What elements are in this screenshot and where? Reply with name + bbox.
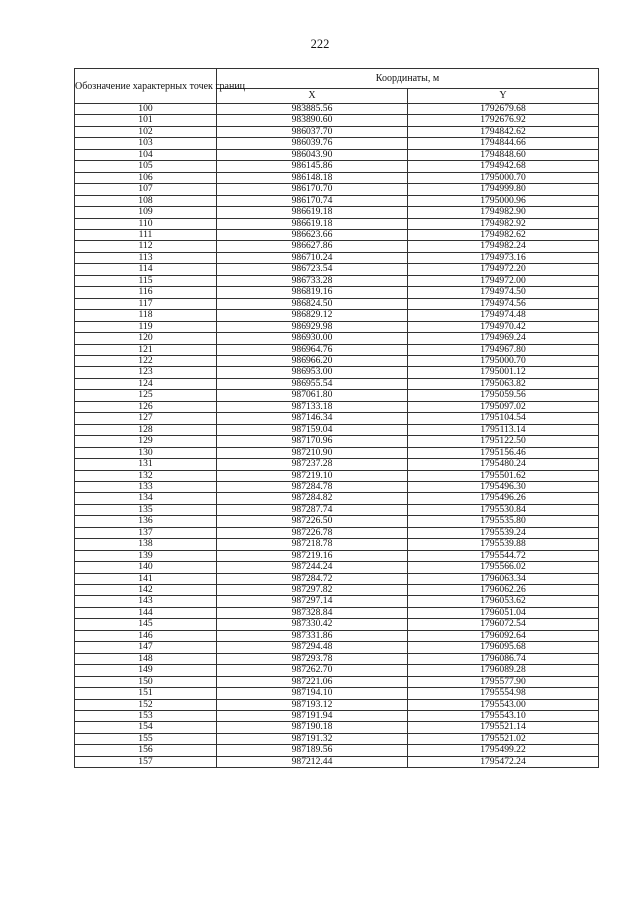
cell-y: 1795156.46	[408, 447, 599, 458]
cell-point-number: 137	[75, 527, 217, 538]
cell-point-number: 124	[75, 378, 217, 389]
cell-x: 986170.74	[217, 195, 408, 206]
cell-y: 1795535.80	[408, 516, 599, 527]
cell-x: 983885.56	[217, 104, 408, 115]
table-row	[75, 287, 599, 298]
table-row	[75, 241, 599, 252]
cell-x: 987284.82	[217, 493, 408, 504]
table-row	[75, 252, 599, 263]
cell-x: 986710.24	[217, 252, 408, 263]
cell-y: 1794967.80	[408, 344, 599, 355]
cell-y: 1795554.98	[408, 688, 599, 699]
cell-x: 987284.72	[217, 573, 408, 584]
cell-y: 1794982.62	[408, 229, 599, 240]
cell-point-number: 113	[75, 252, 217, 263]
cell-x: 986039.76	[217, 138, 408, 149]
cell-point-number: 151	[75, 688, 217, 699]
table-row	[75, 653, 599, 664]
cell-y: 1795104.54	[408, 413, 599, 424]
cell-x: 986043.90	[217, 149, 408, 160]
cell-point-number: 154	[75, 722, 217, 733]
cell-point-number: 143	[75, 596, 217, 607]
cell-x: 986619.18	[217, 207, 408, 218]
table-row	[75, 424, 599, 435]
cell-y: 1795480.24	[408, 459, 599, 470]
page-number: 222	[310, 37, 330, 51]
table-row	[75, 504, 599, 515]
table-row	[75, 562, 599, 573]
table-row	[75, 355, 599, 366]
cell-y: 1796063.34	[408, 573, 599, 584]
cell-y: 1795544.72	[408, 550, 599, 561]
cell-y: 1795499.22	[408, 745, 599, 756]
cell-point-number: 104	[75, 149, 217, 160]
cell-point-number: 108	[75, 195, 217, 206]
cell-x: 987294.48	[217, 642, 408, 653]
table-row	[75, 470, 599, 481]
cell-x: 987193.12	[217, 699, 408, 710]
cell-y: 1796072.54	[408, 619, 599, 630]
cell-y: 1795501.62	[408, 470, 599, 481]
cell-y: 1796053.62	[408, 596, 599, 607]
cell-point-number: 148	[75, 653, 217, 664]
cell-point-number: 153	[75, 711, 217, 722]
cell-x: 987226.50	[217, 516, 408, 527]
cell-y: 1794972.00	[408, 275, 599, 286]
cell-point-number: 114	[75, 264, 217, 275]
cell-y: 1795496.30	[408, 481, 599, 492]
table-row	[75, 321, 599, 332]
cell-x: 986930.00	[217, 333, 408, 344]
cell-y: 1795122.50	[408, 436, 599, 447]
cell-point-number: 101	[75, 115, 217, 126]
table-row	[75, 229, 599, 240]
table-row	[75, 115, 599, 126]
table-row	[75, 642, 599, 653]
cell-point-number: 135	[75, 504, 217, 515]
cell-y: 1794842.62	[408, 126, 599, 137]
cell-x: 987262.70	[217, 665, 408, 676]
cell-point-number: 103	[75, 138, 217, 149]
cell-point-number: 128	[75, 424, 217, 435]
cell-y: 1796092.64	[408, 630, 599, 641]
table-row	[75, 550, 599, 561]
table-row	[75, 401, 599, 412]
cell-point-number: 110	[75, 218, 217, 229]
table-row	[75, 149, 599, 160]
cell-y: 1795539.24	[408, 527, 599, 538]
table-row	[75, 527, 599, 538]
table-row	[75, 447, 599, 458]
cell-x: 986964.76	[217, 344, 408, 355]
cell-point-number: 155	[75, 733, 217, 744]
cell-y: 1795530.84	[408, 504, 599, 515]
cell-point-number: 141	[75, 573, 217, 584]
cell-x: 986829.12	[217, 310, 408, 321]
cell-y: 1795059.56	[408, 390, 599, 401]
table-row	[75, 516, 599, 527]
cell-point-number: 115	[75, 275, 217, 286]
cell-x: 987244.24	[217, 562, 408, 573]
cell-point-number: 100	[75, 104, 217, 115]
cell-point-number: 133	[75, 481, 217, 492]
cell-point-number: 102	[75, 126, 217, 137]
cell-x: 987170.96	[217, 436, 408, 447]
cell-x: 987226.78	[217, 527, 408, 538]
table-row	[75, 481, 599, 492]
table-row	[75, 630, 599, 641]
cell-y: 1795521.14	[408, 722, 599, 733]
cell-point-number: 126	[75, 401, 217, 412]
cell-y: 1796095.68	[408, 642, 599, 653]
cell-x: 987061.80	[217, 390, 408, 401]
table-row	[75, 298, 599, 309]
cell-point-number: 146	[75, 630, 217, 641]
cell-point-number: 134	[75, 493, 217, 504]
table-row	[75, 367, 599, 378]
cell-y: 1794974.56	[408, 298, 599, 309]
cell-x: 986953.00	[217, 367, 408, 378]
header-point-designation: Обозначение характерных точек границ	[75, 69, 217, 104]
cell-point-number: 157	[75, 756, 217, 767]
cell-x: 987297.82	[217, 585, 408, 596]
table-row	[75, 722, 599, 733]
table-row	[75, 275, 599, 286]
header-y: Y	[408, 88, 599, 103]
cell-y: 1796089.28	[408, 665, 599, 676]
cell-point-number: 145	[75, 619, 217, 630]
table-row	[75, 573, 599, 584]
cell-point-number: 132	[75, 470, 217, 481]
cell-y: 1794974.48	[408, 310, 599, 321]
cell-point-number: 112	[75, 241, 217, 252]
table-row	[75, 607, 599, 618]
cell-y: 1794972.20	[408, 264, 599, 275]
table-row	[75, 390, 599, 401]
cell-y: 1795000.96	[408, 195, 599, 206]
cell-x: 987159.04	[217, 424, 408, 435]
cell-point-number: 120	[75, 333, 217, 344]
cell-y: 1795539.88	[408, 539, 599, 550]
table-row	[75, 413, 599, 424]
cell-point-number: 138	[75, 539, 217, 550]
cell-x: 987328.84	[217, 607, 408, 618]
cell-point-number: 121	[75, 344, 217, 355]
table-row	[75, 733, 599, 744]
cell-y: 1795113.14	[408, 424, 599, 435]
cell-point-number: 118	[75, 310, 217, 321]
cell-y: 1795577.90	[408, 676, 599, 687]
cell-x: 986819.16	[217, 287, 408, 298]
cell-x: 986170.70	[217, 184, 408, 195]
cell-x: 987133.18	[217, 401, 408, 412]
cell-x: 986929.98	[217, 321, 408, 332]
cell-point-number: 130	[75, 447, 217, 458]
cell-y: 1792679.68	[408, 104, 599, 115]
cell-point-number: 129	[75, 436, 217, 447]
cell-y: 1794970.42	[408, 321, 599, 332]
cell-x: 987219.10	[217, 470, 408, 481]
cell-x: 987210.90	[217, 447, 408, 458]
cell-point-number: 131	[75, 459, 217, 470]
table-row	[75, 436, 599, 447]
cell-y: 1792676.92	[408, 115, 599, 126]
cell-x: 987284.78	[217, 481, 408, 492]
cell-y: 1796086.74	[408, 653, 599, 664]
cell-y: 1795566.02	[408, 562, 599, 573]
cell-x: 987297.14	[217, 596, 408, 607]
cell-y: 1794942.68	[408, 161, 599, 172]
table-row	[75, 676, 599, 687]
cell-y: 1795000.70	[408, 355, 599, 366]
table-row	[75, 745, 599, 756]
table-row	[75, 378, 599, 389]
cell-point-number: 152	[75, 699, 217, 710]
table-row	[75, 596, 599, 607]
cell-point-number: 136	[75, 516, 217, 527]
cell-x: 986148.18	[217, 172, 408, 183]
cell-x: 983890.60	[217, 115, 408, 126]
cell-y: 1795063.82	[408, 378, 599, 389]
cell-x: 986627.86	[217, 241, 408, 252]
cell-point-number: 142	[75, 585, 217, 596]
cell-point-number: 117	[75, 298, 217, 309]
table-row	[75, 585, 599, 596]
table-row	[75, 711, 599, 722]
cell-x: 987237.28	[217, 459, 408, 470]
cell-y: 1794982.24	[408, 241, 599, 252]
cell-x: 987330.42	[217, 619, 408, 630]
cell-y: 1795496.26	[408, 493, 599, 504]
cell-point-number: 116	[75, 287, 217, 298]
cell-point-number: 147	[75, 642, 217, 653]
cell-point-number: 144	[75, 607, 217, 618]
cell-point-number: 106	[75, 172, 217, 183]
table-row	[75, 184, 599, 195]
cell-point-number: 119	[75, 321, 217, 332]
table-row	[75, 665, 599, 676]
cell-point-number: 105	[75, 161, 217, 172]
cell-x: 987189.56	[217, 745, 408, 756]
cell-x: 986955.54	[217, 378, 408, 389]
table-row	[75, 493, 599, 504]
cell-x: 986723.54	[217, 264, 408, 275]
cell-x: 987219.16	[217, 550, 408, 561]
cell-x: 987146.34	[217, 413, 408, 424]
cell-x: 987212.44	[217, 756, 408, 767]
table-row	[75, 688, 599, 699]
cell-y: 1795000.70	[408, 172, 599, 183]
cell-y: 1795097.02	[408, 401, 599, 412]
table-row	[75, 310, 599, 321]
cell-x: 987191.32	[217, 733, 408, 744]
cell-point-number: 140	[75, 562, 217, 573]
cell-y: 1794973.16	[408, 252, 599, 263]
cell-y: 1796062.26	[408, 585, 599, 596]
cell-x: 986619.18	[217, 218, 408, 229]
cell-point-number: 122	[75, 355, 217, 366]
cell-point-number: 150	[75, 676, 217, 687]
cell-y: 1796051.04	[408, 607, 599, 618]
header-coordinates: Координаты, м	[217, 69, 599, 89]
cell-y: 1795543.10	[408, 711, 599, 722]
cell-y: 1795543.00	[408, 699, 599, 710]
header-x: X	[217, 88, 408, 103]
cell-point-number: 125	[75, 390, 217, 401]
table-row	[75, 195, 599, 206]
cell-y: 1794844.66	[408, 138, 599, 149]
coordinates-table	[74, 68, 599, 768]
table-row	[75, 126, 599, 137]
table-row	[75, 138, 599, 149]
cell-x: 987191.94	[217, 711, 408, 722]
table-row	[75, 161, 599, 172]
cell-y: 1795472.24	[408, 756, 599, 767]
cell-y: 1794982.92	[408, 218, 599, 229]
cell-point-number: 111	[75, 229, 217, 240]
cell-point-number: 139	[75, 550, 217, 561]
cell-y: 1795521.02	[408, 733, 599, 744]
cell-x: 987293.78	[217, 653, 408, 664]
cell-y: 1794982.90	[408, 207, 599, 218]
cell-point-number: 107	[75, 184, 217, 195]
cell-y: 1795001.12	[408, 367, 599, 378]
table-row	[75, 699, 599, 710]
cell-x: 986037.70	[217, 126, 408, 137]
cell-x: 986733.28	[217, 275, 408, 286]
cell-y: 1794974.50	[408, 287, 599, 298]
cell-y: 1794848.60	[408, 149, 599, 160]
cell-point-number: 127	[75, 413, 217, 424]
cell-x: 987287.74	[217, 504, 408, 515]
table-row	[75, 104, 599, 115]
cell-y: 1794969.24	[408, 333, 599, 344]
cell-x: 987331.86	[217, 630, 408, 641]
cell-point-number: 149	[75, 665, 217, 676]
cell-x: 987190.18	[217, 722, 408, 733]
cell-x: 987221.06	[217, 676, 408, 687]
table-row	[75, 619, 599, 630]
table-row	[75, 756, 599, 767]
cell-x: 987218.78	[217, 539, 408, 550]
table-row	[75, 218, 599, 229]
cell-point-number: 156	[75, 745, 217, 756]
table-row	[75, 264, 599, 275]
cell-x: 986824.50	[217, 298, 408, 309]
cell-x: 986966.20	[217, 355, 408, 366]
table-body	[75, 104, 599, 768]
cell-x: 986145.86	[217, 161, 408, 172]
cell-x: 987194.10	[217, 688, 408, 699]
table-row	[75, 459, 599, 470]
table-row	[75, 539, 599, 550]
table-row	[75, 172, 599, 183]
cell-x: 986623.66	[217, 229, 408, 240]
table-row	[75, 333, 599, 344]
cell-y: 1794999.80	[408, 184, 599, 195]
table-row	[75, 344, 599, 355]
cell-point-number: 123	[75, 367, 217, 378]
cell-point-number: 109	[75, 207, 217, 218]
table-row	[75, 207, 599, 218]
